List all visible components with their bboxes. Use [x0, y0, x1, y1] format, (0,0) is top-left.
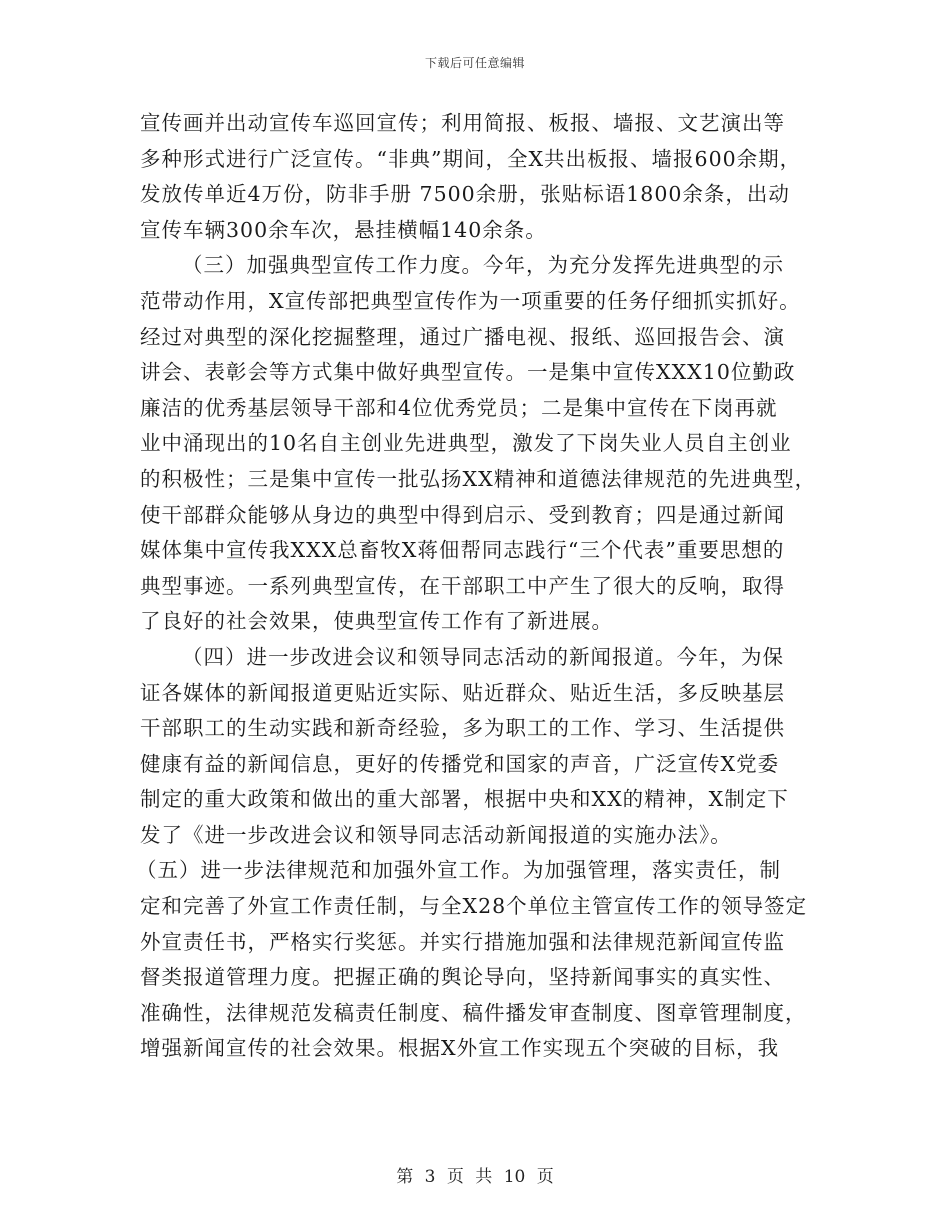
body-line: 范带动作用，X宣传部把典型宣传作为一项重要的任务仔细抓实抓好。 [140, 288, 801, 313]
body-line: 典型事迹。一系列典型宣传，在干部职工中产生了很大的反响，取得 [140, 573, 785, 598]
body-line: 业中涌现出的10名自主创业先进典型，激发了下岗失业人员自主创业 [140, 431, 792, 456]
body-line: 健康有益的新闻信息，更好的传播党和国家的声音，广泛宣传X党委 [140, 751, 780, 776]
body-line: 的积极性；三是集中宣传一批弘扬XX精神和道德法律规范的先进典型， [140, 466, 817, 491]
body-line: 廉洁的优秀基层领导干部和4位优秀党员；二是集中宣传在下岗再就 [140, 395, 778, 420]
body-line: 定和完善了外宣工作责任制，与全X28个单位主管宣传工作的领导签定 [140, 894, 808, 919]
section-4-heading-line: （四）进一步改进会议和领导同志活动的新闻报道。今年，为保 [182, 644, 784, 669]
body-line: 干部职工的生动实践和新奇经验，多为职工的工作、学习、生活提供 [140, 716, 785, 741]
section-3-heading-line: （三）加强典型宣传工作力度。今年，为充分发挥先进典型的示 [182, 253, 784, 278]
body-line: 宣传画并出动宣传车巡回宣传；利用简报、板报、墙报、文艺演出等 [140, 111, 785, 135]
body-line: 宣传车辆300余车次，悬挂横幅140余条。 [140, 217, 547, 242]
body-line: 准确性，法律规范发稿责任制度、稿件播发审查制度、图章管理制度， [140, 1000, 807, 1025]
body-line: 证各媒体的新闻报道更贴近实际、贴近群众、贴近生活，多反映基层 [140, 680, 785, 705]
body-line: 增强新闻宣传的社会效果。根据X外宣工作实现五个突破的目标，我 [140, 1036, 780, 1061]
page-number-footer: 第 3 页 共 10 页 [396, 1167, 554, 1187]
body-line: 了良好的社会效果，使典型宣传工作有了新进展。 [140, 609, 613, 634]
body-line: 媒体集中宣传我XXX总畜牧X蒋佃帮同志践行“三个代表”重要思想的 [140, 538, 785, 563]
page-header: 下载后可任意编辑 [424, 56, 525, 70]
body-line: 发了《进一步改进会议和领导同志活动新闻报道的实施办法》。 [140, 822, 732, 847]
body-line: 制定的重大政策和做出的重大部署，根据中央和XX的精神，X制定下 [140, 787, 789, 812]
body-line: 外宣责任书，严格实行奖惩。并实行措施加强和法律规范新闻宣传监 [140, 929, 785, 954]
body-line: 发放传单近4万份，防非手册 7500余册，张贴标语1800余条，出动 [140, 182, 790, 207]
body-line: 多种形式进行广泛宣传。“非典”期间，全X共出板报、墙报600余期， [140, 146, 802, 171]
document-body [136, 106, 825, 1067]
body-line: 使干部群众能够从身边的典型中得到启示、受到教育；四是通过新闻 [140, 502, 785, 527]
body-line: 督类报道管理力度。把握正确的舆论导向，坚持新闻事实的真实性、 [140, 965, 785, 990]
section-5-heading-line: （五）进一步法律规范和加强外宣工作。为加强管理，落实责任，制 [136, 858, 781, 883]
body-line: 讲会、表彰会等方式集中做好典型宣传。一是集中宣传XXX10位勤政 [140, 360, 796, 385]
body-line: 经过对典型的深化挖掘整理，通过广播电视、报纸、巡回报告会、演 [140, 324, 785, 349]
